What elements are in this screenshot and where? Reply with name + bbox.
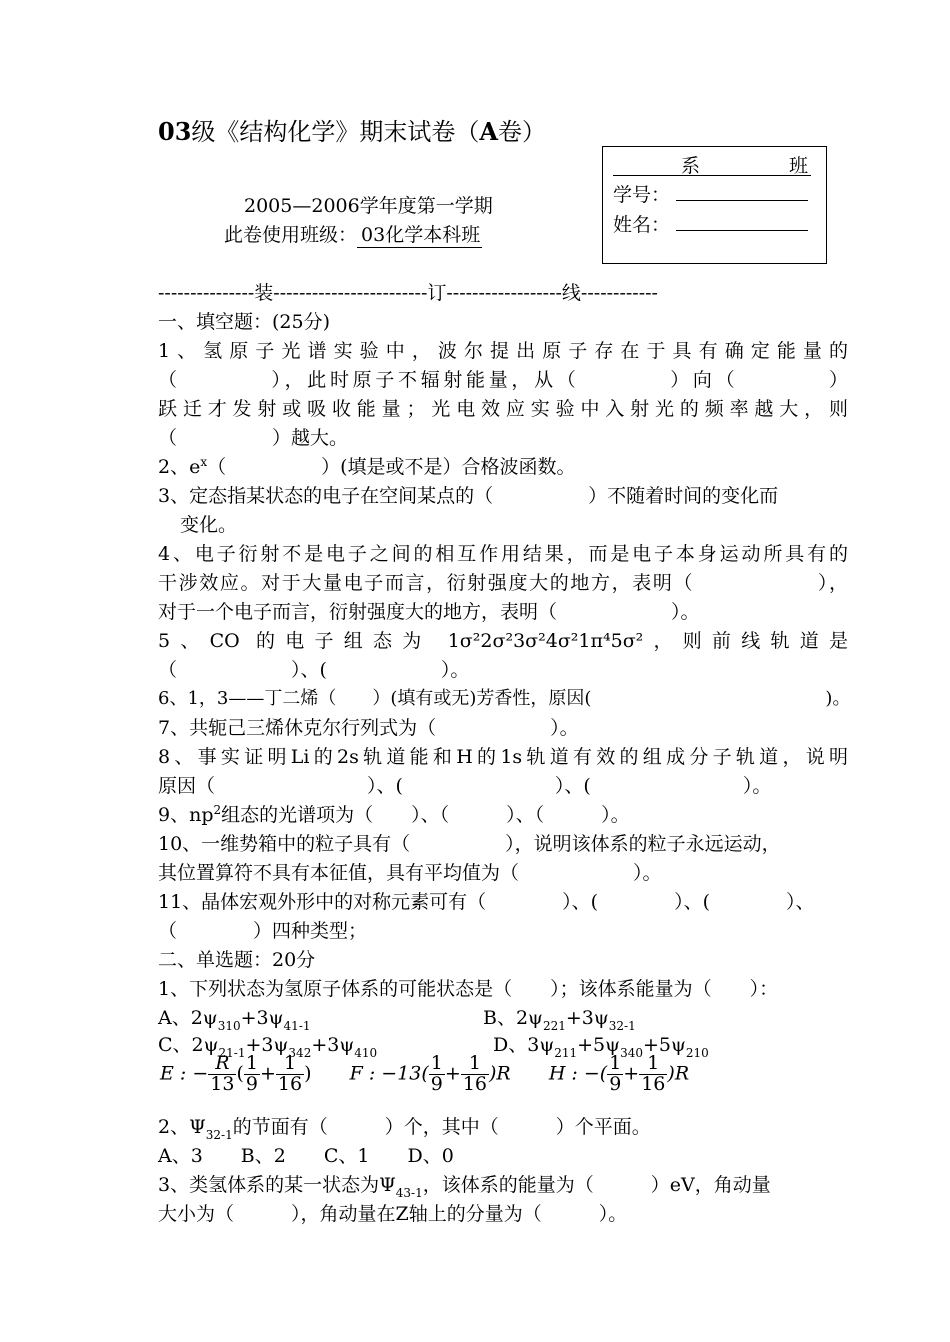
option-d-text: D、3ψ (493, 1034, 555, 1056)
frac-denominator: 9 (609, 1072, 622, 1095)
option-a-text: A、2ψ (158, 1007, 218, 1029)
fraction-1-over-16 (276, 1054, 304, 1095)
option-c-mid-1: +3ψ (245, 1034, 289, 1056)
frac-denominator: 13 (210, 1072, 235, 1095)
student-name-row[interactable] (613, 210, 808, 237)
frac-numerator: R (208, 1054, 236, 1075)
class-line (224, 220, 482, 247)
option-d-sub-3: 210 (685, 1046, 709, 1060)
page-title (158, 112, 546, 147)
frac-numerator: 1 (276, 1054, 304, 1075)
q2-text: 的节面有（ ）个，其中（ ）个平面。 (232, 1116, 651, 1138)
student-id-label: 学号： (613, 184, 671, 206)
class-label: 此卷使用班级： (224, 224, 358, 246)
student-info-box (602, 146, 827, 264)
binding-cut-line: ---------------装------------------------订------------------线------------ (158, 282, 658, 304)
option-c-sub-3: 410 (354, 1046, 378, 1060)
question-11-line-2: （ ）四种类型； (158, 920, 368, 942)
fraction-1-over-9 (244, 1054, 260, 1095)
title-paper-letter: A (479, 117, 499, 146)
dept-label: 系 (681, 155, 701, 177)
q2-superscript: x (200, 455, 208, 469)
option-b-sub-1: 221 (542, 1019, 566, 1033)
frac-numerator: 1 (245, 1052, 258, 1074)
mc-question-2-options: A、3 B、2 C、1 D、0 (158, 1145, 454, 1167)
option-c-mid-2: +3ψ (311, 1034, 355, 1056)
dept-class-row (613, 149, 811, 176)
q2-subscript: 32-1 (205, 1128, 233, 1142)
option-a-mid: +3ψ (240, 1007, 284, 1029)
question-1-line-3: 跃迁才发射或吸收能量；光电效应实验中入射光的频率越大，则 (158, 398, 848, 420)
student-name-label: 姓名： (613, 214, 671, 236)
question-8-line-1: 8、事实证明Li的2s轨道能和H的1s轨道有效的组成分子轨道，说明 (158, 746, 848, 768)
frac-denominator: 16 (277, 1072, 303, 1095)
question-3-line-1: 3、定态指某状态的电子在空间某点的（ ）不随着时间的变化而 (158, 485, 779, 507)
option-b-mid: +3ψ (565, 1007, 609, 1029)
q3-subscript: 43-1 (395, 1186, 423, 1200)
frac-numerator: 1 (430, 1052, 443, 1074)
question-1-line-2: （ ），此时原子不辐射能量，从（ ）向（ ） (158, 369, 848, 391)
q9-text: 组态的光谱项为（ ）、（ ）、（ ）。 (221, 804, 630, 826)
title-main: 级《结构化学》期末试卷（ (191, 118, 480, 146)
fraction-1-over-9 (607, 1054, 623, 1095)
option-c-sub-2: 342 (288, 1046, 312, 1060)
q3-text: ，该体系的能量为（ ）eV，角动量 (422, 1174, 771, 1196)
option-a (158, 1003, 311, 1033)
question-8-line-2: 原因（ ）、( ）、( ）。 (158, 775, 772, 797)
question-11-line-1: 11、晶体宏观外形中的对称元素可有（ ）、( ）、( ）、 (158, 891, 815, 913)
option-d-sub-1: 211 (554, 1046, 578, 1060)
q3-prefix: 3、类氢体系的某一状态为Ψ (158, 1174, 396, 1196)
student-id-row[interactable] (613, 180, 808, 207)
frac-numerator: 1 (609, 1052, 622, 1074)
question-4-line-1: 4、电子衍射不是电子之间的相互作用结果，而是电子本身运动所具有的 (158, 543, 848, 565)
fraction-1-over-16 (461, 1054, 489, 1095)
option-a-sub-2: 41-1 (283, 1019, 311, 1033)
title-end: 卷） (498, 118, 547, 146)
option-a-sub-1: 310 (217, 1019, 241, 1033)
frac-denominator: 9 (430, 1072, 443, 1095)
formula-f-prefix: F : −13( (349, 1062, 429, 1085)
formula-f-suffix: )R (489, 1062, 511, 1085)
mc-question-3-line-1 (158, 1170, 771, 1200)
frac-denominator: 16 (641, 1072, 666, 1095)
question-9 (158, 800, 630, 827)
section-heading-fill-blank: 一、填空题：(25分) (158, 311, 331, 333)
formula-e-prefix: E : − (160, 1062, 209, 1085)
q9-superscript: 2 (213, 803, 222, 817)
question-10-line-1: 10、一维势箱中的粒子具有（ ），说明该体系的粒子永远运动， (158, 833, 781, 855)
frac-denominator: 9 (245, 1072, 258, 1095)
mc-question-1: 1、下列状态为氢原子体系的可能状态是（ ）；该体系能量为（ ）： (158, 978, 779, 1000)
mc-question-3-line-2: 大小为（ ），角动量在Z轴上的分量为（ ）。 (158, 1203, 628, 1225)
class-value: 03化学本科班 (357, 224, 482, 248)
question-4-line-3: 对于一个电子而言，衍射强度大的地方，表明（ ）。 (158, 601, 700, 623)
formula-h-suffix: )R (667, 1062, 690, 1085)
formula-h-prefix: H : −( (548, 1062, 608, 1085)
question-2 (158, 452, 576, 479)
question-4-line-2: 干涉效应。对于大量电子而言，衍射强度大的地方，表明（ ）， (158, 572, 848, 594)
section-heading-single-choice: 二、单选题：20分 (158, 949, 316, 971)
fraction-1-over-9 (429, 1054, 445, 1095)
class-label-box: 班 (789, 155, 809, 177)
q9-prefix: 9、np (158, 804, 214, 826)
option-c-text: C、2ψ (158, 1034, 219, 1056)
question-1-line-1: 1、氢原子光谱实验中，波尔提出原子存在于具有确定能量的 (158, 340, 848, 362)
q2-prefix: 2、e (158, 456, 201, 478)
question-1-line-4: （ ）越大。 (158, 427, 349, 449)
frac-numerator: 1 (461, 1054, 489, 1075)
q2-text: （ ）(填是或不是）合格波函数。 (207, 456, 576, 478)
student-id-field[interactable] (676, 184, 808, 201)
term-line: 2005—2006学年度第一学期 (244, 195, 493, 217)
question-10-line-2: 其位置算符不具有本征值，具有平均值为（ ）。 (158, 862, 662, 884)
option-b-text: B、2ψ (483, 1007, 543, 1029)
energy-formulas: E : − $\frac{R}{13}$ ( $\frac{1}{9}$ + $\frac{1}{16}$ ) F : −13( $\frac{1}{9}$ + $\frac{1}{16}$ )R H : −( $\frac{1}{9}$ + $\frac{1}{16}$ )R (160, 1052, 690, 1095)
question-5-line-1: 5、CO 的电子组态为 1σ²2σ²3σ²4σ²1π⁴5σ²，则前线轨道是 (158, 630, 848, 652)
question-6: 6、1，3——丁二烯（ ）(填有或无)芳香性，原因( )。 (158, 688, 851, 709)
frac-numerator: 1 (639, 1054, 667, 1075)
question-5-line-2: （ ）、( ）。 (158, 659, 470, 681)
mc-question-2 (158, 1112, 651, 1142)
fraction-r-over-13 (208, 1054, 236, 1095)
option-b-sub-2: 32-1 (608, 1019, 636, 1033)
option-d-mid-2: +5ψ (642, 1034, 686, 1056)
option-c-sub-1: 21-1 (218, 1046, 246, 1060)
frac-denominator: 16 (462, 1072, 487, 1095)
q2-prefix: 2、Ψ (158, 1116, 206, 1138)
question-3-line-2: 变化。 (180, 514, 238, 536)
option-d-mid-1: +5ψ (577, 1034, 621, 1056)
title-grade: 03 (158, 117, 192, 146)
fraction-1-over-16 (639, 1054, 667, 1095)
question-7: 7、共轭己三烯休克尔行列式为（ ）。 (158, 717, 579, 739)
option-b (483, 1003, 636, 1033)
student-name-field[interactable] (676, 214, 808, 231)
option-d-sub-2: 340 (620, 1046, 643, 1060)
